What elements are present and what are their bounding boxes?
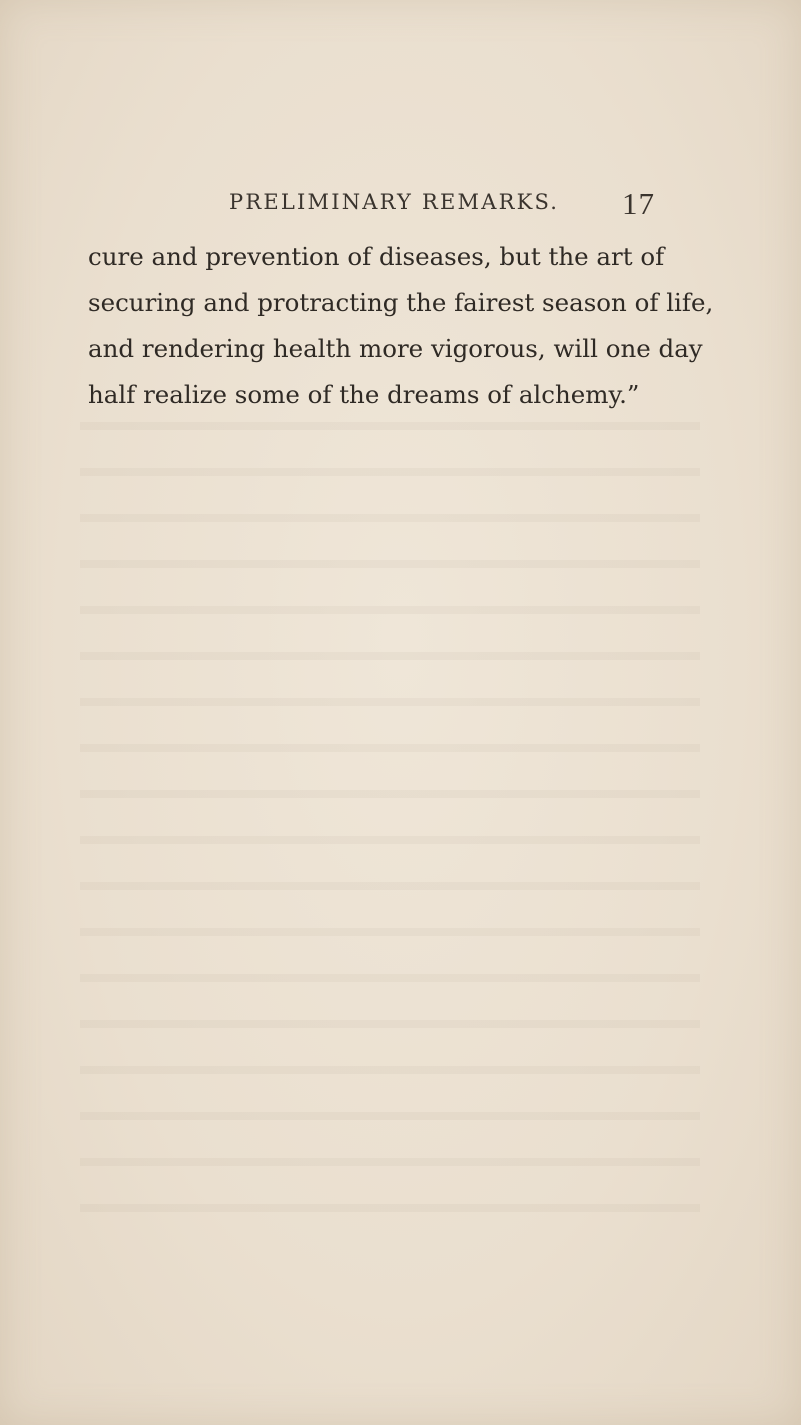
text-line: and rendering health more vigorous, will one day (88, 334, 703, 363)
page-number: 17 (622, 186, 655, 221)
text-line: half realize some of the dreams of alchemy.” (88, 380, 640, 409)
text-line: cure and prevention of diseases, but the art of (88, 242, 665, 271)
running-head: PRELIMINARY REMARKS. (229, 190, 560, 214)
text-line: securing and protracting the fairest season of life, (88, 288, 714, 317)
show-through-texture (80, 400, 700, 1240)
body-paragraph (88, 234, 714, 418)
